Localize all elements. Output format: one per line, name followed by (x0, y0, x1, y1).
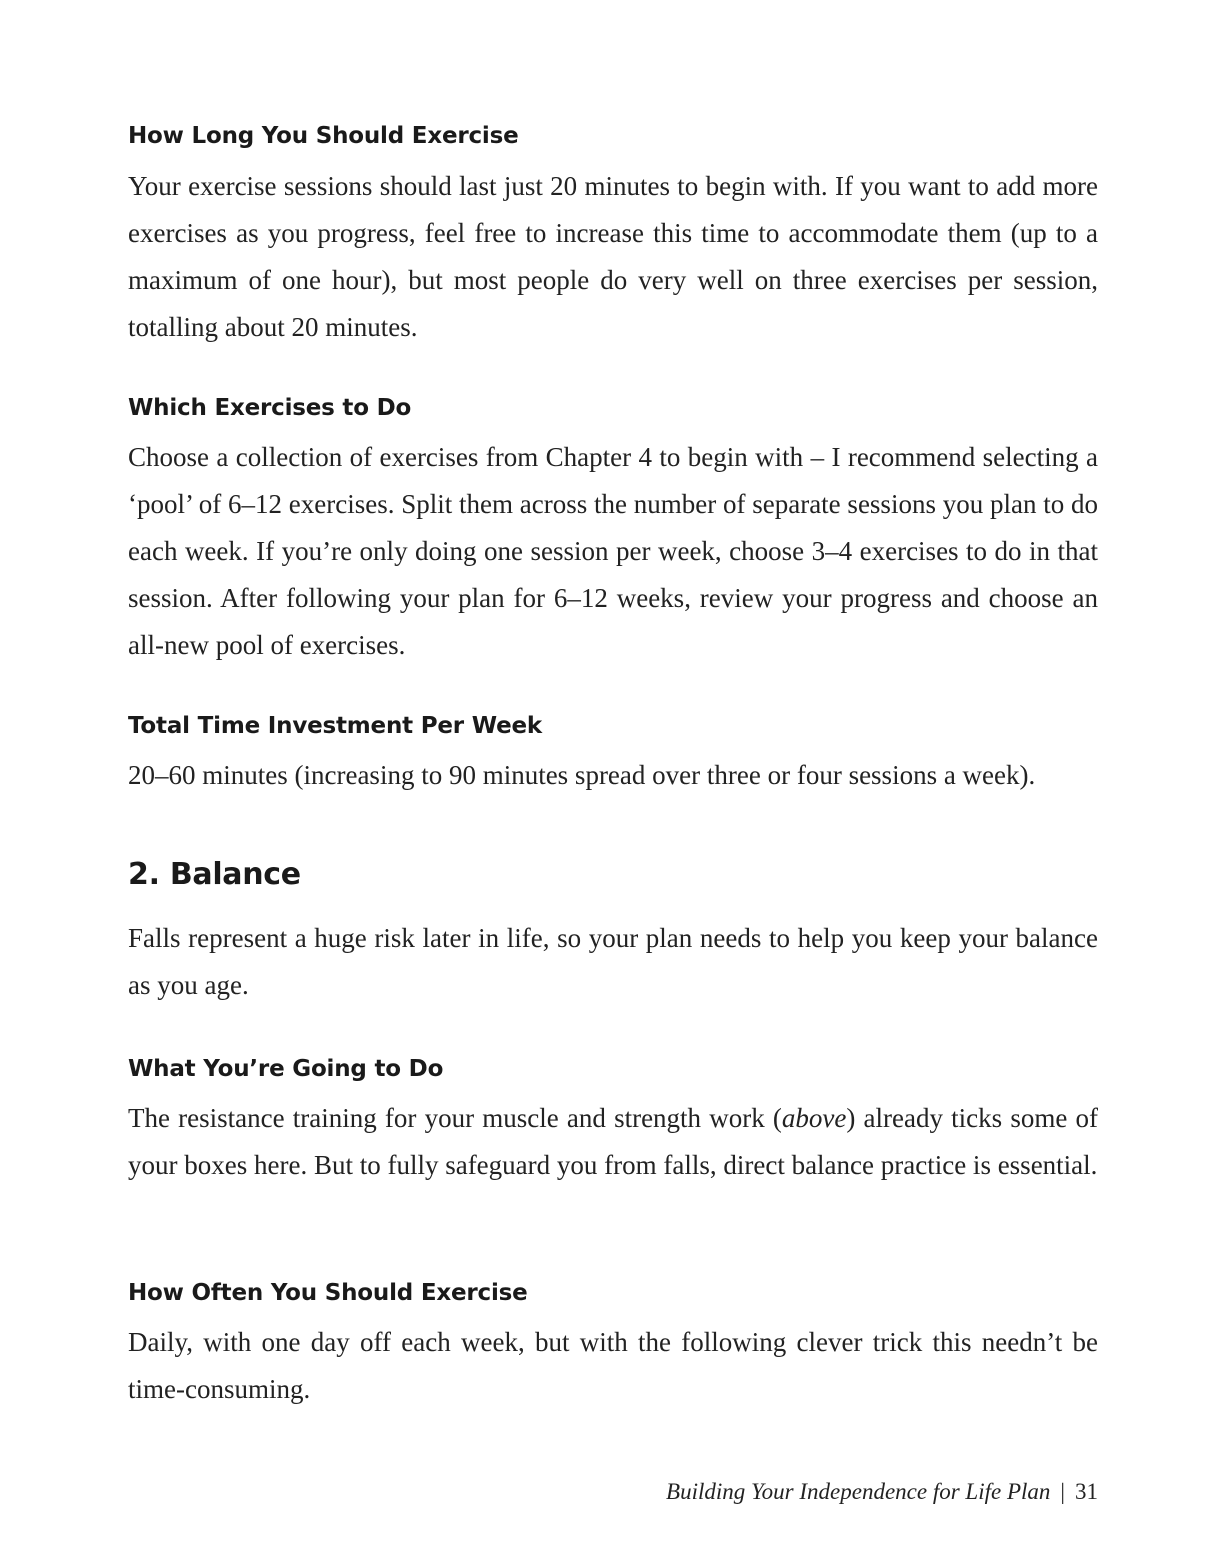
paragraph-how-often: Daily, with one day off each week, but with the following clever trick this needn’t be time-consuming. (128, 1327, 1098, 1404)
paragraph-how-long: Your exercise sessions should last just 20 minutes to begin with. If you want to add more exercises as you progress, feel free to increase this time to accommodate them (up to a maximum of one hour), but most people do very well on three exercises per session, totalling about 20 minutes. (128, 171, 1098, 342)
page-footer (666, 1477, 1098, 1507)
page-number: 31 (1075, 1479, 1098, 1504)
heading-what-youre-going-to-do: What You’re Going to Do (128, 1056, 444, 1082)
paragraph-text-before: The resistance training for your muscle and strength work ( (128, 1103, 782, 1133)
footer-book-title: Building Your Independence for Life Plan (666, 1479, 1051, 1504)
footer-separator: | (1060, 1479, 1065, 1504)
heading-how-often: How Often You Should Exercise (128, 1280, 528, 1306)
paragraph-text-after: ) already ticks some of your boxes here. But to fully safeguard you from falls, direct balance practice is essential. (128, 1103, 1098, 1180)
paragraph-balance-intro: Falls represent a huge risk later in life, so your plan needs to help you keep your balance as you age. (128, 923, 1098, 1000)
emphasis-above: above (781, 1103, 847, 1133)
paragraph-total-time: 20–60 minutes (increasing to 90 minutes spread over three or four sessions a week). (128, 760, 1036, 790)
heading-how-long: How Long You Should Exercise (128, 123, 519, 149)
paragraph-which-exercises: Choose a collection of exercises from Chapter 4 to begin with – I recommend selecting a ‘pool’ of 6–12 exercises. Split them across the number of separate sessions you plan to do each week. If you’re only doing one session per week, choose 3–4 exercises to do in that session. After following your plan for 6–12 weeks, review your progress and choose an all-new pool of exercises. (128, 442, 1098, 660)
heading-which-exercises: Which Exercises to Do (128, 395, 412, 421)
paragraph-what-youre-going-to-do (128, 1095, 1098, 1189)
section-title-balance: 2. Balance (128, 857, 301, 892)
heading-total-time: Total Time Investment Per Week (128, 713, 542, 739)
